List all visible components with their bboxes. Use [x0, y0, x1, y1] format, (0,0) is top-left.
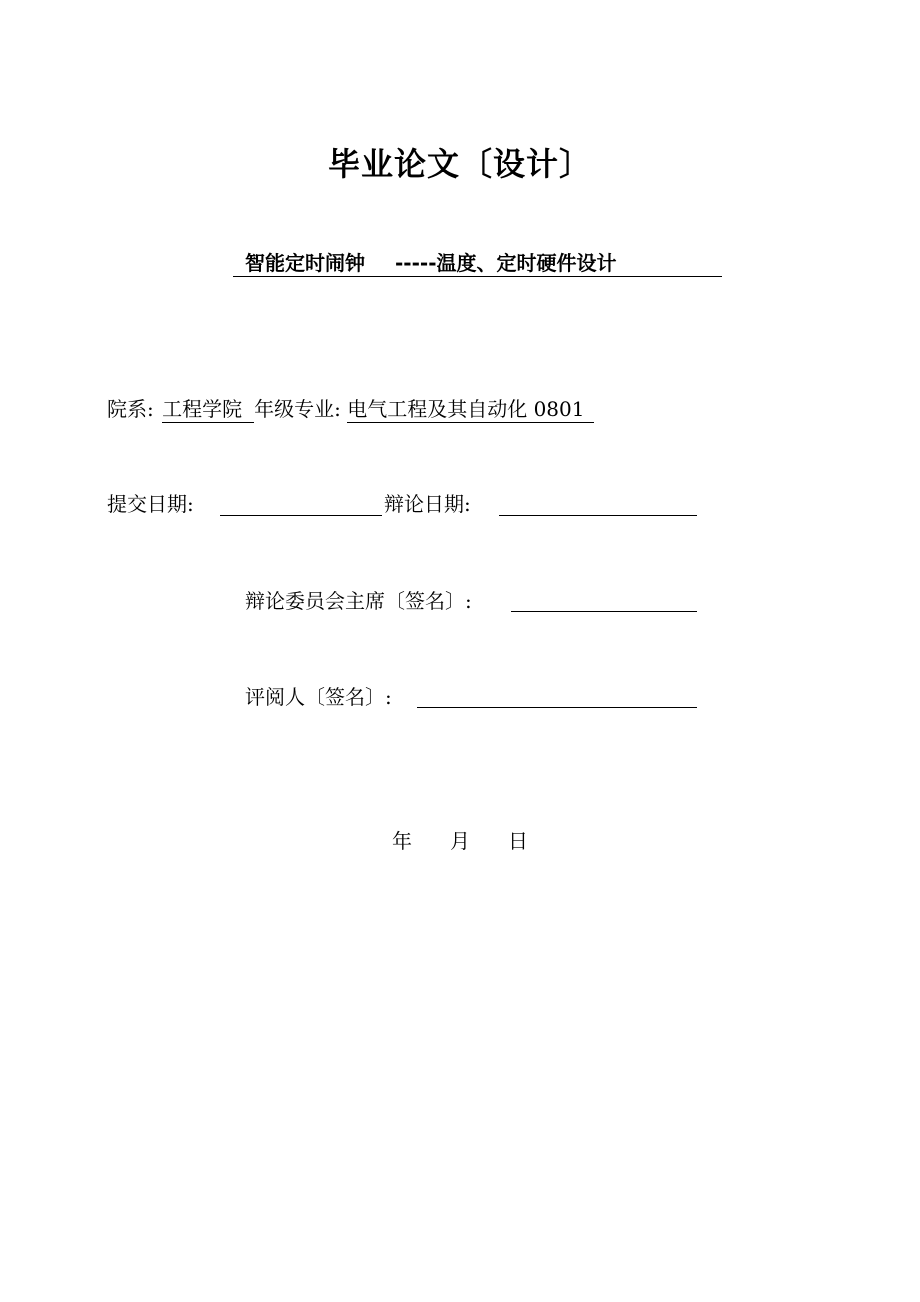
- thesis-subtitle: [245, 250, 617, 276]
- reviewer-signature-label: 评阅人〔签名〕:: [245, 685, 392, 709]
- major-label: 年级专业:: [254, 397, 341, 421]
- subtitle-main: 智能定时闹钟: [245, 251, 365, 275]
- chair-signature-label: 辩论委员会主席〔签名〕:: [245, 589, 472, 613]
- chair-signature-blank[interactable]: [511, 611, 697, 612]
- thesis-title: 毕业论文〔设计〕: [327, 145, 592, 183]
- date-year: 年: [392, 829, 412, 853]
- submit-date-blank[interactable]: [220, 515, 382, 516]
- subtitle-secondary: -----温度、定时硬件设计: [395, 251, 617, 275]
- date-row: [392, 828, 528, 854]
- reviewer-signature-blank[interactable]: [417, 707, 697, 708]
- department-value: 工程学院: [162, 397, 254, 423]
- date-month: 月: [450, 829, 470, 853]
- date-day: 日: [508, 829, 528, 853]
- department-row: [107, 396, 594, 422]
- submit-date-label: 提交日期:: [107, 492, 194, 516]
- major-value: 电气工程及其自动化 0801: [347, 397, 594, 423]
- department-label: 院系:: [107, 397, 154, 421]
- defense-date-blank[interactable]: [499, 515, 697, 516]
- defense-date-label: 辩论日期:: [384, 492, 471, 516]
